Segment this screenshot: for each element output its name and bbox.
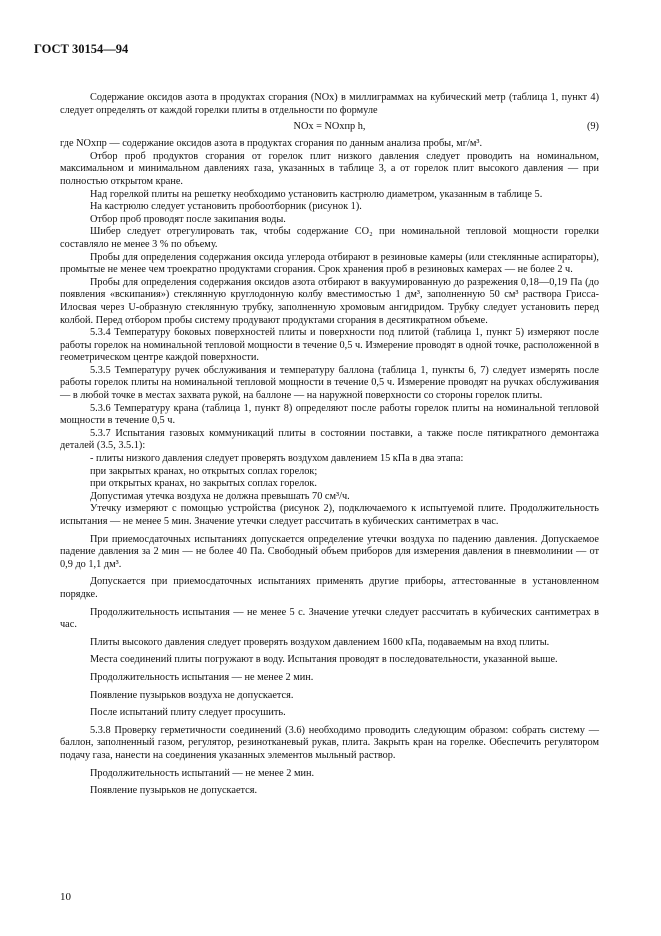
paragraph-no-air-bubbles: Появление пузырьков воздуха не допускается. [90, 689, 294, 701]
paragraph-sampler: На кастрюлю следует установить пробоотборник (рисунок 1). [90, 201, 362, 213]
document-header: ГОСТ 30154—94 [34, 42, 129, 56]
paragraph-boiling: Отбор проб проводят после закипания воды. [90, 213, 286, 225]
paragraph-dry: После испытаний плиту следует просушить. [90, 707, 286, 719]
paragraph-leak-measure: Утечку измеряют с помощью устройства (рисунок 2), подключаемого к испытуемой плите. Продолжительность испытания — не менее 5 мин. Значение утечки следует рассчитать в кубических сантиметрах в час. [60, 503, 599, 527]
paragraph-other-devices: Допускается при приемосдаточных испытаниях применять другие приборы, аттестованные в установленном порядке. [60, 576, 599, 600]
paragraph-pot: Над горелкой плиты на решетку необходимо установить кастрюлю диаметром, указанным в таблице 5. [90, 188, 543, 200]
paragraph-pressure-drop: При приемосдаточных испытаниях допускается определение утечки воздуха по падению давления. Допускаемое падение давления за 2 мин — не более 40 Па. Свободный объем приборов для измерения давления в пневмолинии — от 0,9 до 1,1 дм³. [60, 533, 599, 570]
paragraph-damper: Шибер следует отрегулировать так, чтобы содержание CO₂ при номинальной тепловой мощности горелки составляло не менее 3 % по объему. [60, 226, 599, 250]
formula-explanation: где NOхпр — содержание оксидов азота в продуктах сгорания по данным анализа пробы, мг/м³. [60, 138, 483, 150]
formula-expression: NOx = NOхпр h, [293, 121, 366, 133]
paragraph-nox-intro: Содержание оксидов азота в продуктах сгорания (NOx) в миллиграммах на кубический метр (таблица 1, пункт 4) следует определять от каждой горелки плиты в отдельности по формуле [60, 92, 599, 116]
clause-5-3-4: 5.3.4 Температуру боковых поверхностей плиты и поверхности под плитой (таблица 1, пункт 5) измеряют после работы горелок на номинальной тепловой мощности в течение 0,5 ч. Измерение проводят в одной точке, расположенной в геометрическом центре каждой поверхности. [60, 327, 599, 364]
paragraph-duration-5s: Продолжительность испытания — не менее 5 с. Значение утечки следует рассчитать в кубических сантиметрах в час. [60, 606, 599, 631]
document-body [60, 92, 599, 798]
paragraph-co-samples: Пробы для определения содержания оксида углерода отбирают в резиновые камеры (или стеклянные аспираторы), промытые не менее чем троекратно продуктами сгорания. Срок хранения проб в резиновых камерах — не более 2 ч. [60, 251, 599, 276]
formula-9 [60, 119, 599, 135]
paragraph-water-immersion: Места соединений плиты погружают в воду. Испытания проводят в последовательности, указанной выше. [90, 654, 558, 666]
paragraph-allowed-leak: Допустимая утечка воздуха не должна превышать 70 см³/ч. [90, 490, 350, 502]
list-item-open-taps: при открытых кранах, но закрытых соплах горелок. [90, 478, 318, 490]
clause-5-3-5: 5.3.5 Температуру ручек обслуживания и температуру баллона (таблица 1, пункты 6, 7) следует измерять после работы горелок плиты на номинальной тепловой мощности в течение 0,5 ч. Измерение проводят на ручках обслуживания — в любой точке в местах захвата рукой, на баллоне — на наружной поверхности со стороны горелок плиты. [60, 364, 599, 402]
paragraph-sampling: Отбор проб продуктов сгорания от горелок плит низкого давления следует проводить на номинальном, максимальном и минимальном давлениях газа, указанных в таблице 3, а от горелок плит высокого давления — при полностью открытом кране. [60, 150, 599, 187]
page-number: 10 [60, 891, 71, 903]
clause-5-3-6: 5.3.6 Температуру крана (таблица 1, пункт 8) определяют после работы горелок плиты на номинальной тепловой мощности в течение 0,5 ч. [60, 402, 599, 427]
clause-5-3-7: 5.3.7 Испытания газовых коммуникаций плиты в состоянии поставки, а также после пятикратного демонтажа деталей (3.5, 3.5.1): [60, 427, 599, 452]
formula-number: (9) [586, 121, 599, 133]
paragraph-high-pressure: Плиты высокого давления следует проверять воздухом давлением 1600 кПа, подаваемым на вход плиты. [90, 636, 550, 648]
paragraph-nox-samples: Пробы для определения содержания оксидов азота отбирают в вакуумированную до разрежения 0,18—0,19 Па (до появления «вскипания») стеклянную круглодонную колбу вместимостью 1 дм³, заполненную 50 см³ раствора Грисса-Илосвая через U-образную стеклянную трубку, заполненную хромовым ангидридом. Трубку следует установить перед колбой. Перед отбором пробы систему продувают продуктами сгорания в десятикратном объеме. [60, 276, 599, 326]
paragraph-no-bubbles: Появление пузырьков не допускается. [90, 785, 258, 797]
list-item-low-pressure: - плиты низкого давления следует проверять воздухом давлением 15 кПа в два этапа: [90, 453, 464, 465]
list-item-closed-taps: при закрытых кранах, но открытых соплах горелок; [90, 465, 318, 477]
clause-5-3-8: 5.3.8 Проверку герметичности соединений (3.6) необходимо проводить следующим образом: собрать систему — баллон, заполненный газом, регулятор, резинотканевый рукав, плита. Закрыть кран на горелке. Обеспечить регулятором подачу газа, нанести на соединения указанных элементов мыльный раствор. [60, 724, 599, 761]
paragraph-duration-2min: Продолжительность испытания — не менее 2 мин. [90, 671, 314, 683]
paragraph-duration-tests: Продолжительность испытаний — не менее 2 мин. [90, 767, 315, 779]
